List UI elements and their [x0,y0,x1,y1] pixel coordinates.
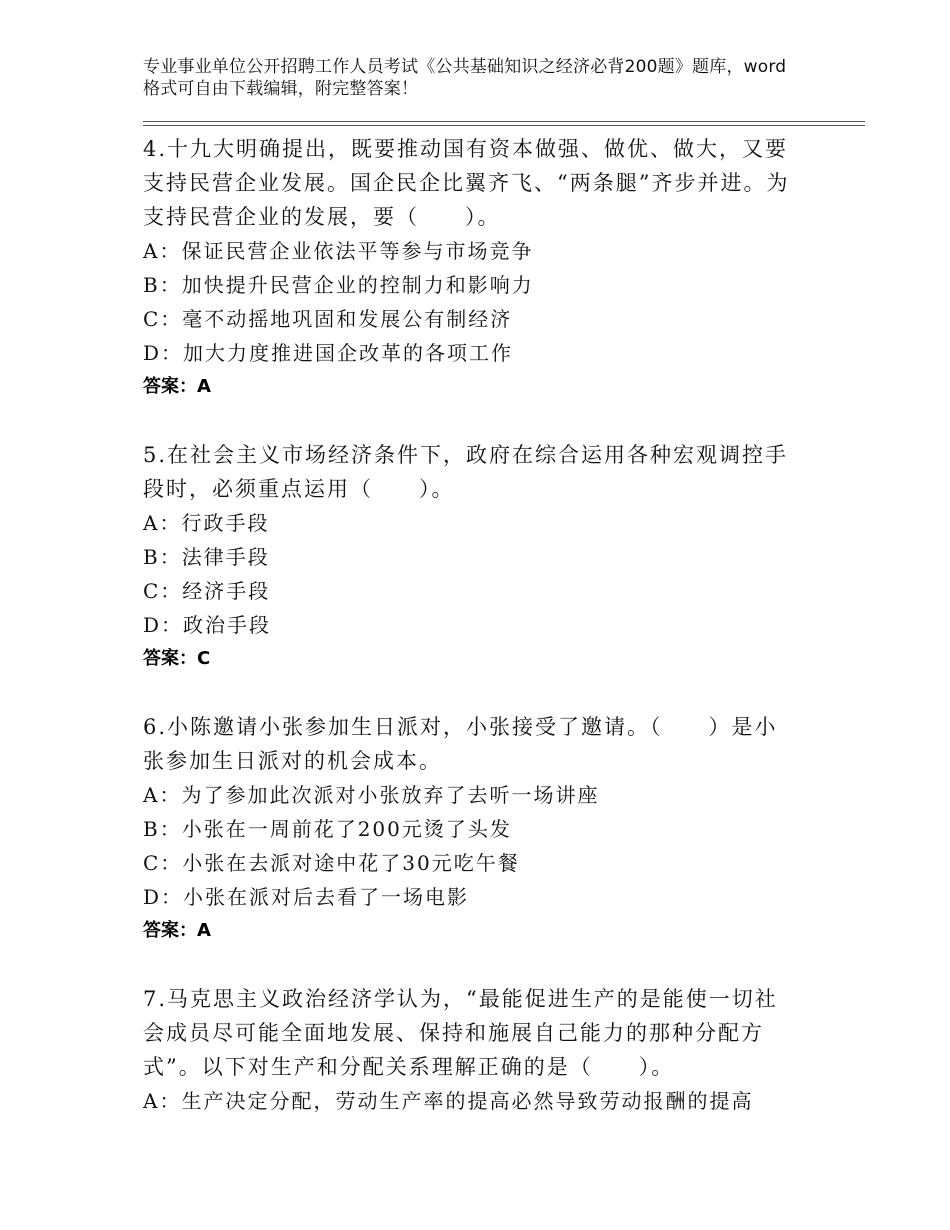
question-7 [143,982,798,1118]
answer-label: 答案：A [143,376,211,397]
document-header: 专业事业单位公开招聘工作人员考试《公共基础知识之经济必背200题》题库，word格式可自由下载编辑，附完整答案！ [143,57,787,99]
header-divider-bottom [143,125,865,126]
option-b: B：法律手段 [143,545,270,569]
question-6 [143,710,798,948]
option-a: A：生产决定分配，劳动生产率的提高必然导致劳动报酬的提高 [143,1089,754,1113]
option-b: B：小张在一周前花了200元烫了头发 [143,817,512,841]
option-a: A：保证民营企业依法平等参与市场竞争 [143,239,534,263]
question-stem: 5.在社会主义市场经济条件下，政府在综合运用各种宏观调控手段时，必须重点运用（ ）。 [143,443,789,501]
question-stem: 4.十九大明确提出，既要推动国有资本做强、做优、做大，又要支持民营企业发展。国企民企比翼齐飞、“两条腿”齐步并进。为支持民营企业的发展，要（ ）。 [143,137,790,229]
question-4 [143,132,798,404]
header-divider-top [143,121,865,122]
answer-label: 答案：A [143,920,211,941]
option-d: D：政治手段 [143,613,272,637]
option-a: A：行政手段 [143,511,270,535]
option-c: C：小张在去派对途中花了30元吃午餐 [143,851,520,875]
question-spacer [143,404,798,438]
question-spacer [143,948,798,982]
question-5 [143,438,798,676]
option-c: C：经济手段 [143,579,271,603]
question-spacer [143,676,798,710]
question-stem: 6.小陈邀请小张参加生日派对，小张接受了邀请。（ ）是小张参加生日派对的机会成本。 [143,715,778,773]
question-stem: 7.马克思主义政治经济学认为，“最能促进生产的是能使一切社会成员尽可能全面地发展、保持和施展自己能力的那种分配方式”。以下对生产和分配关系理解正确的是（ ）。 [143,987,778,1079]
option-a: A：为了参加此次派对小张放弃了去听一场讲座 [143,783,600,807]
option-b: B：加快提升民营企业的控制力和影响力 [143,273,534,297]
option-c: C：毫不动摇地巩固和发展公有制经济 [143,307,513,331]
question-list [143,132,798,1118]
option-d: D：小张在派对后去看了一场电影 [143,885,470,909]
answer-label: 答案：C [143,648,211,669]
option-d: D：加大力度推进国企改革的各项工作 [143,341,514,365]
